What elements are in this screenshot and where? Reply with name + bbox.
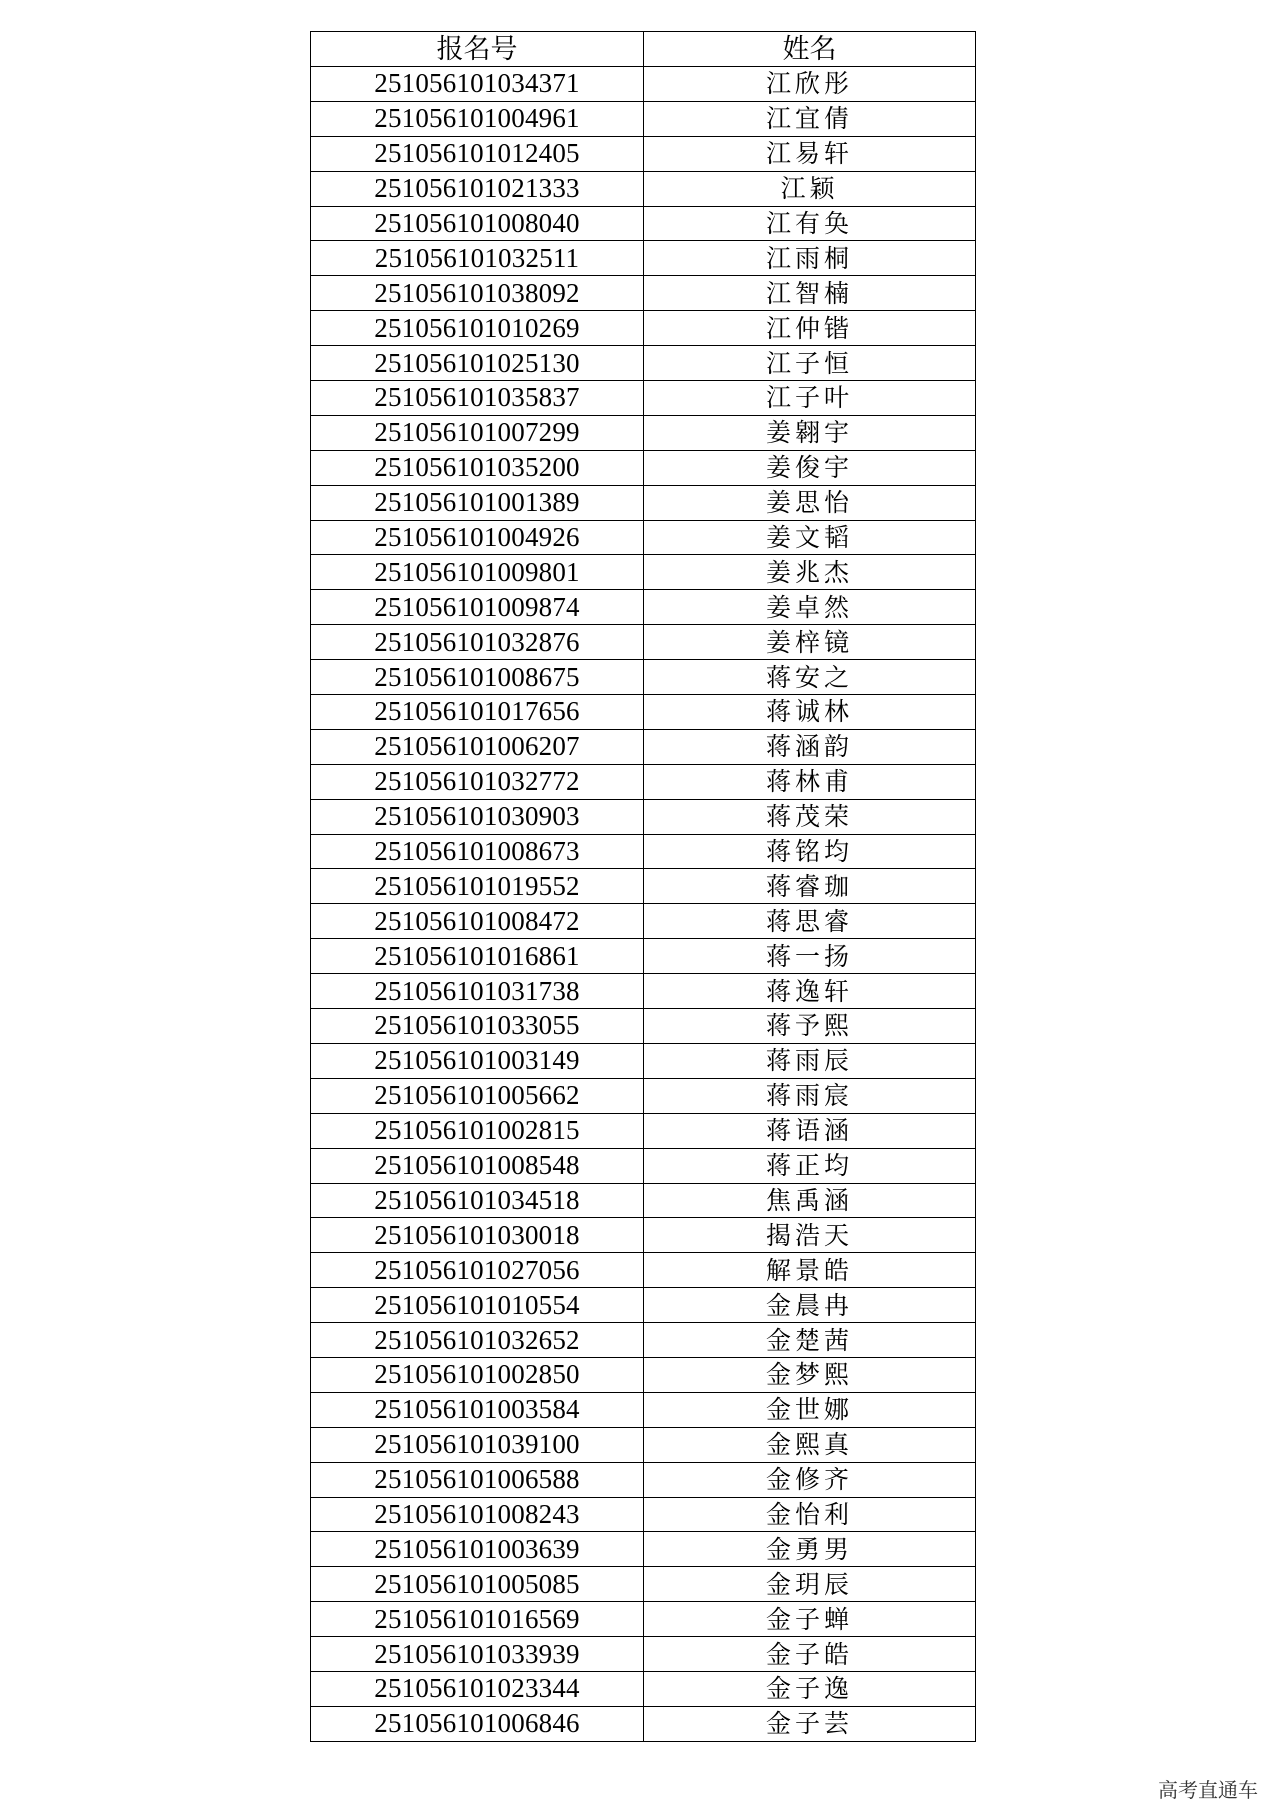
name-cell: 蒋语涵: [644, 1113, 976, 1148]
registration-number-cell: 251056101033939: [311, 1637, 644, 1672]
registration-number-cell: 251056101030903: [311, 799, 644, 834]
name-cell: 江仲锴: [644, 311, 976, 346]
table-row: [311, 1602, 976, 1637]
name-cell: 金子皓: [644, 1637, 976, 1672]
registration-number-cell: 251056101023344: [311, 1671, 644, 1706]
table-row: [311, 276, 976, 311]
name-cell: 江欣彤: [644, 67, 976, 102]
name-cell: 金怡利: [644, 1497, 976, 1532]
table-row: [311, 415, 976, 450]
table-row: [311, 1462, 976, 1497]
name-cell: 姜卓然: [644, 590, 976, 625]
registration-number-cell: 251056101008040: [311, 206, 644, 241]
name-cell: 蒋思睿: [644, 904, 976, 939]
column-header-name: 姓名: [644, 32, 976, 67]
name-cell: 姜俊宇: [644, 450, 976, 485]
table-row: [311, 834, 976, 869]
name-cell: 金熙真: [644, 1427, 976, 1462]
name-cell: 江雨桐: [644, 241, 976, 276]
name-cell: 揭浩天: [644, 1218, 976, 1253]
table-row: [311, 555, 976, 590]
table-row: [311, 346, 976, 381]
registration-number-cell: 251056101010554: [311, 1288, 644, 1323]
roster-sheet: [310, 31, 975, 1742]
name-cell: 江有奂: [644, 206, 976, 241]
table-row: [311, 241, 976, 276]
name-cell: 金梦熙: [644, 1357, 976, 1392]
table-row: [311, 1532, 976, 1567]
registration-number-cell: 251056101005662: [311, 1078, 644, 1113]
registration-number-cell: 251056101008675: [311, 660, 644, 695]
table-row: [311, 171, 976, 206]
name-cell: 金勇男: [644, 1532, 976, 1567]
name-cell: 江子叶: [644, 381, 976, 416]
name-cell: 姜梓镜: [644, 625, 976, 660]
registration-number-cell: 251056101003639: [311, 1532, 644, 1567]
table-row: [311, 1427, 976, 1462]
registration-number-cell: 251056101032652: [311, 1323, 644, 1358]
name-cell: 蒋一扬: [644, 939, 976, 974]
registration-number-cell: 251056101005085: [311, 1567, 644, 1602]
registration-number-cell: 251056101003149: [311, 1043, 644, 1078]
registration-number-cell: 251056101019552: [311, 869, 644, 904]
table-row: [311, 1671, 976, 1706]
registration-number-cell: 251056101017656: [311, 695, 644, 730]
table-row: [311, 1706, 976, 1741]
registration-number-cell: 251056101033055: [311, 1009, 644, 1044]
registration-number-cell: 251056101035837: [311, 381, 644, 416]
table-row: [311, 1288, 976, 1323]
roster-table: [310, 31, 976, 1742]
table-row: [311, 1637, 976, 1672]
table-row: [311, 1043, 976, 1078]
table-row: [311, 1009, 976, 1044]
registration-number-cell: 251056101008548: [311, 1148, 644, 1183]
column-header-registration-number: 报名号: [311, 32, 644, 67]
name-cell: 金子蝉: [644, 1602, 976, 1637]
table-row: [311, 904, 976, 939]
table-row: [311, 450, 976, 485]
name-cell: 蒋睿珈: [644, 869, 976, 904]
registration-number-cell: 251056101039100: [311, 1427, 644, 1462]
name-cell: 蒋雨辰: [644, 1043, 976, 1078]
name-cell: 江颖: [644, 171, 976, 206]
registration-number-cell: 251056101032876: [311, 625, 644, 660]
name-cell: 姜文韬: [644, 520, 976, 555]
registration-number-cell: 251056101004926: [311, 520, 644, 555]
registration-number-cell: 251056101012405: [311, 136, 644, 171]
registration-number-cell: 251056101016569: [311, 1602, 644, 1637]
table-row: [311, 206, 976, 241]
table-row: [311, 1392, 976, 1427]
name-cell: 蒋涵韵: [644, 729, 976, 764]
name-cell: 金楚茜: [644, 1323, 976, 1358]
registration-number-cell: 251056101007299: [311, 415, 644, 450]
table-row: [311, 974, 976, 1009]
name-cell: 金子芸: [644, 1706, 976, 1741]
name-cell: 姜翱宇: [644, 415, 976, 450]
table-row: [311, 485, 976, 520]
registration-number-cell: 251056101027056: [311, 1253, 644, 1288]
table-row: [311, 1113, 976, 1148]
registration-number-cell: 251056101009801: [311, 555, 644, 590]
name-cell: 江易轩: [644, 136, 976, 171]
name-cell: 姜兆杰: [644, 555, 976, 590]
registration-number-cell: 251056101034371: [311, 67, 644, 102]
registration-number-cell: 251056101009874: [311, 590, 644, 625]
table-row: [311, 869, 976, 904]
table-row: [311, 1357, 976, 1392]
table-header-row: [311, 32, 976, 67]
registration-number-cell: 251056101032511: [311, 241, 644, 276]
name-cell: 蒋予熙: [644, 1009, 976, 1044]
table-row: [311, 136, 976, 171]
table-row: [311, 1183, 976, 1218]
registration-number-cell: 251056101031738: [311, 974, 644, 1009]
name-cell: 金玥辰: [644, 1567, 976, 1602]
registration-number-cell: 251056101006207: [311, 729, 644, 764]
registration-number-cell: 251056101025130: [311, 346, 644, 381]
name-cell: 蒋茂荣: [644, 799, 976, 834]
name-cell: 金子逸: [644, 1671, 976, 1706]
table-row: [311, 695, 976, 730]
name-cell: 江宜倩: [644, 101, 976, 136]
registration-number-cell: 251056101002815: [311, 1113, 644, 1148]
table-row: [311, 101, 976, 136]
name-cell: 江子恒: [644, 346, 976, 381]
name-cell: 金晨冉: [644, 1288, 976, 1323]
table-row: [311, 729, 976, 764]
table-row: [311, 1078, 976, 1113]
registration-number-cell: 251056101006588: [311, 1462, 644, 1497]
registration-number-cell: 251056101030018: [311, 1218, 644, 1253]
registration-number-cell: 251056101021333: [311, 171, 644, 206]
registration-number-cell: 251056101003584: [311, 1392, 644, 1427]
table-row: [311, 625, 976, 660]
registration-number-cell: 251056101038092: [311, 276, 644, 311]
table-row: [311, 799, 976, 834]
registration-number-cell: 251056101035200: [311, 450, 644, 485]
name-cell: 焦禹涵: [644, 1183, 976, 1218]
registration-number-cell: 251056101008243: [311, 1497, 644, 1532]
table-row: [311, 1323, 976, 1358]
registration-number-cell: 251056101034518: [311, 1183, 644, 1218]
table-row: [311, 1567, 976, 1602]
name-cell: 金修齐: [644, 1462, 976, 1497]
name-cell: 蒋正均: [644, 1148, 976, 1183]
name-cell: 江智楠: [644, 276, 976, 311]
registration-number-cell: 251056101006846: [311, 1706, 644, 1741]
name-cell: 蒋雨宸: [644, 1078, 976, 1113]
name-cell: 蒋诚林: [644, 695, 976, 730]
name-cell: 蒋铭均: [644, 834, 976, 869]
table-row: [311, 381, 976, 416]
table-row: [311, 660, 976, 695]
registration-number-cell: 251056101032772: [311, 764, 644, 799]
table-row: [311, 1253, 976, 1288]
registration-number-cell: 251056101008673: [311, 834, 644, 869]
registration-number-cell: 251056101001389: [311, 485, 644, 520]
table-row: [311, 1148, 976, 1183]
registration-number-cell: 251056101004961: [311, 101, 644, 136]
table-row: [311, 939, 976, 974]
registration-number-cell: 251056101010269: [311, 311, 644, 346]
table-row: [311, 311, 976, 346]
name-cell: 姜思怡: [644, 485, 976, 520]
name-cell: 蒋安之: [644, 660, 976, 695]
table-row: [311, 764, 976, 799]
name-cell: 金世娜: [644, 1392, 976, 1427]
registration-number-cell: 251056101016861: [311, 939, 644, 974]
table-row: [311, 1497, 976, 1532]
watermark: 高考直通车: [1158, 1778, 1258, 1802]
name-cell: 蒋林甫: [644, 764, 976, 799]
table-row: [311, 590, 976, 625]
registration-number-cell: 251056101002850: [311, 1357, 644, 1392]
table-row: [311, 520, 976, 555]
name-cell: 蒋逸轩: [644, 974, 976, 1009]
registration-number-cell: 251056101008472: [311, 904, 644, 939]
table-row: [311, 1218, 976, 1253]
table-row: [311, 67, 976, 102]
table-body: [311, 67, 976, 1742]
name-cell: 解景皓: [644, 1253, 976, 1288]
